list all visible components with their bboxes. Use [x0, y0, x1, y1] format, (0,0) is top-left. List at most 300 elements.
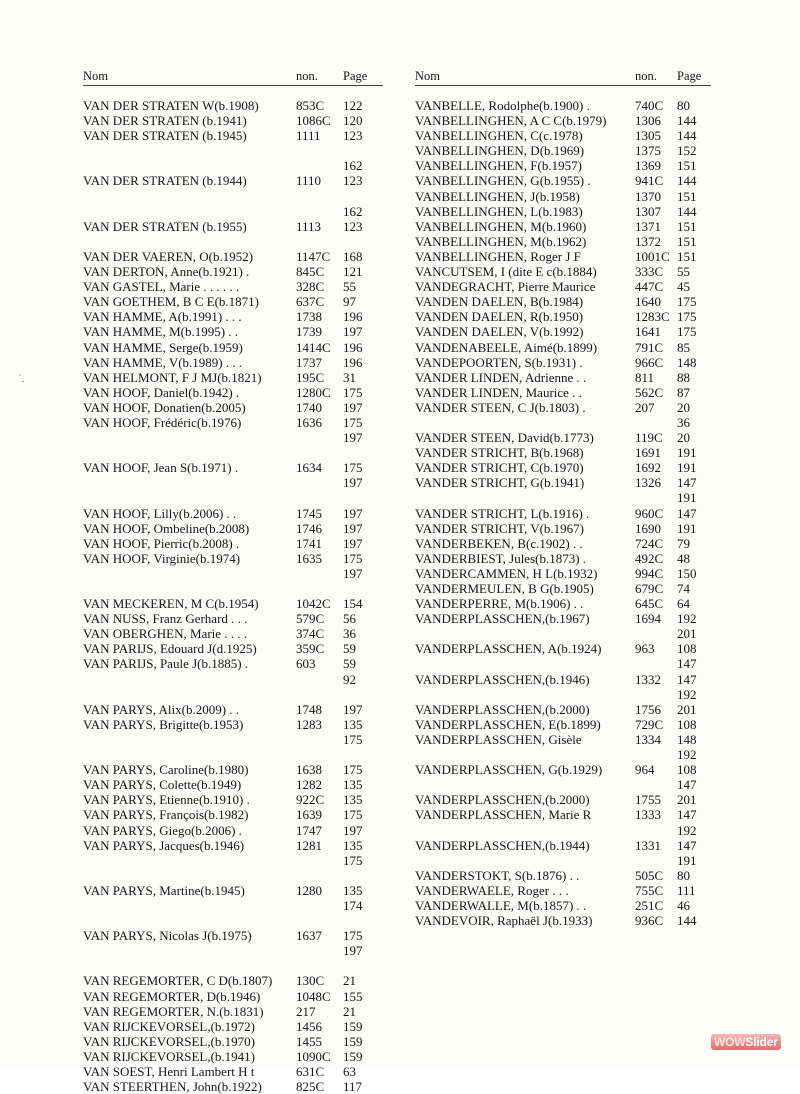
index-entry — [415, 249, 711, 264]
index-column-left — [83, 68, 383, 1094]
entry-page: 155 — [343, 988, 363, 1004]
entry-non: 1414C — [296, 339, 331, 355]
entry-name: VANDERBEKEN, B(c.1902) . . — [415, 535, 583, 551]
index-entry — [415, 294, 711, 309]
entry-non — [296, 475, 343, 490]
entry-non: 1755 — [635, 792, 661, 808]
entry-name: VANDER STRICHT, B(b.1968) — [415, 445, 584, 461]
index-entry — [415, 641, 711, 656]
entry-page: 151 — [677, 158, 697, 174]
index-entry — [415, 717, 711, 732]
entry-non: 922C — [296, 792, 325, 808]
entry-name: VAN DER STRATEN (b.1955) — [83, 218, 247, 234]
entry-non: 679C — [635, 581, 664, 596]
index-entry — [415, 823, 711, 838]
index-entry — [83, 1064, 383, 1079]
entry-non: 1694 — [635, 611, 661, 627]
entry-page: 120 — [343, 113, 363, 129]
entry-page: 191 — [677, 460, 697, 476]
entry-page: 201 — [677, 701, 697, 717]
index-entry — [415, 792, 711, 807]
index-entry — [415, 853, 711, 868]
entry-name: VANDEPOORTEN, S(b.1931) . — [415, 354, 583, 370]
entry-page: 192 — [677, 611, 697, 627]
entry-non: 1372 — [635, 233, 661, 249]
index-entry — [83, 596, 383, 611]
index-entry — [415, 581, 711, 596]
entry-page: 197 — [343, 505, 363, 521]
entry-name — [415, 747, 635, 762]
index-entry — [83, 611, 383, 626]
entry-non: 1090C — [296, 1048, 331, 1064]
entry-non: 447C — [635, 279, 664, 295]
entry-non: 966C — [635, 354, 664, 370]
entry-non: 1283 — [296, 716, 322, 732]
index-entry — [415, 732, 711, 747]
entry-name: VAN REGEMORTER, C D(b.1807) — [83, 973, 273, 989]
entry-non: 1455 — [296, 1033, 322, 1049]
entry-non: 1641 — [635, 324, 661, 340]
index-entry — [83, 460, 383, 475]
entry-non — [635, 415, 677, 430]
index-entry — [415, 264, 711, 279]
entry-non: 1740 — [296, 399, 322, 415]
entry-non: 740C — [635, 98, 664, 113]
entry-name: VANBELLINGHEN, L(b.1983) — [415, 203, 583, 219]
entry-name: VAN DER VAEREN, O(b.1952) — [83, 248, 254, 264]
index-entry — [415, 460, 711, 475]
index-entry — [83, 158, 383, 173]
entry-name: VAN RIJCKEVORSEL,(b.1941) — [83, 1048, 256, 1064]
index-entry — [415, 385, 711, 400]
entry-page: 111 — [677, 882, 696, 898]
entry-page: 46 — [677, 897, 690, 913]
header-name: Nom — [83, 69, 108, 83]
entry-non: 1283C — [635, 309, 670, 325]
entry-name: VANBELLINGHEN, C(c.1978) — [415, 128, 583, 144]
entry-name: VANDEVOIR, Raphaël J(b.1933) — [415, 913, 593, 929]
entry-name: VANDERSTOKT, S(b.1876) . . — [415, 867, 580, 883]
index-entry — [83, 294, 383, 309]
entry-page: 147 — [677, 807, 697, 823]
entry-page: 191 — [677, 490, 697, 506]
entry-name: VANBELLE, Rodolphe(b.1900) . — [415, 98, 590, 113]
entry-non: 1332 — [635, 671, 661, 687]
blank-row — [83, 747, 383, 762]
entry-non: 1738 — [296, 309, 322, 325]
entry-non: 1110 — [296, 173, 322, 189]
entry-non — [296, 853, 343, 868]
entry-name: VANDERPLASSCHEN,(b.1946) — [415, 671, 590, 687]
index-entry — [83, 430, 383, 445]
entry-name: VANDERBIEST, Jules(b.1873) . — [415, 550, 587, 566]
entry-name: VAN DERTON, Anne(b.1921) . — [83, 264, 250, 280]
entry-non: 729C — [635, 716, 664, 732]
entry-page: 197 — [343, 701, 363, 717]
entry-page: 108 — [677, 641, 697, 657]
index-rows — [415, 98, 711, 928]
entry-page: 175 — [343, 928, 363, 944]
entry-non: 1113 — [296, 218, 322, 234]
entry-page: 197 — [343, 520, 363, 536]
entry-name: VAN HAMME, V(b.1989) . . . — [83, 354, 243, 370]
entry-non: 1280C — [296, 384, 331, 400]
index-entry — [415, 762, 711, 777]
entry-non — [635, 747, 677, 762]
entry-non: 1748 — [296, 701, 322, 717]
entry-non: 637C — [296, 294, 325, 310]
index-rows — [83, 98, 383, 1094]
entry-page: 135 — [343, 777, 363, 793]
entry-non — [635, 687, 677, 702]
entry-non: 1639 — [296, 807, 322, 823]
entry-page: 175 — [343, 762, 363, 778]
entry-non: 1746 — [296, 520, 322, 536]
index-entry — [83, 355, 383, 370]
entry-page: 196 — [343, 354, 363, 370]
index-entry — [415, 340, 711, 355]
entry-page: 175 — [343, 731, 363, 747]
entry-non: 359C — [296, 641, 325, 657]
wowslider-watermark — [711, 1034, 781, 1050]
entry-name: VANBELLINGHEN, D(b.1969) — [415, 143, 585, 159]
header-name: Nom — [415, 69, 440, 83]
entry-non: 562C — [635, 384, 664, 400]
entry-name: VANDER STRICHT, V(b.1967) — [415, 520, 585, 536]
entry-page: 88 — [677, 369, 690, 385]
entry-page: 148 — [677, 731, 697, 747]
entry-name: VANDEN DAELEN, R(b.1950) — [415, 309, 584, 325]
entry-non — [296, 430, 343, 445]
entry-name — [415, 687, 635, 702]
entry-name: VAN REGEMORTER, D(b.1946) — [83, 988, 261, 1004]
entry-name: VANDERPLASSCHEN, A(b.1924) — [415, 641, 602, 657]
entry-non — [635, 626, 677, 641]
entry-page: 97 — [343, 294, 356, 310]
entry-non: 1307 — [635, 203, 661, 219]
entry-page: 123 — [343, 128, 363, 144]
entry-page: 123 — [343, 173, 363, 189]
entry-non: 130C — [296, 973, 325, 989]
entry-non — [296, 672, 343, 687]
index-entry — [83, 838, 383, 853]
entry-page: 175 — [343, 414, 363, 430]
entry-page: 175 — [677, 294, 697, 310]
index-entry — [415, 626, 711, 641]
index-entry — [415, 536, 711, 551]
entry-name: VANDER LINDEN, Maurice . . — [415, 384, 582, 400]
entry-name: VAN HOOF, Lilly(b.2006) . . — [83, 505, 237, 521]
index-entry — [415, 113, 711, 128]
entry-non: 1147C — [296, 248, 331, 264]
entry-name: VANDEN DAELEN, V(b.1992) — [415, 324, 584, 340]
entry-non: 328C — [296, 279, 325, 295]
entry-page: 80 — [677, 98, 690, 113]
entry-name: VANDERPLASSCHEN, E(b.1899) — [415, 716, 601, 732]
entry-non — [296, 732, 343, 747]
index-entry — [415, 173, 711, 188]
entry-page: 135 — [343, 716, 363, 732]
index-entry — [83, 823, 383, 838]
index-entry — [83, 672, 383, 687]
entry-non: 1042C — [296, 596, 331, 612]
entry-non — [635, 490, 677, 505]
blank-row — [83, 445, 383, 460]
entry-name — [83, 672, 296, 687]
index-entry — [415, 189, 711, 204]
index-entry — [415, 158, 711, 173]
entry-non: 1111 — [296, 128, 321, 144]
entry-non: 1692 — [635, 460, 661, 476]
entry-page: 201 — [677, 792, 697, 808]
index-entry — [415, 204, 711, 219]
entry-name: VAN PARYS, Jacques(b.1946) — [83, 837, 245, 853]
blank-row — [83, 958, 383, 973]
entry-name: VANDER STRICHT, G(b.1941) — [415, 475, 585, 491]
blank-row — [83, 868, 383, 883]
entry-non: 936C — [635, 913, 664, 929]
index-entry — [415, 807, 711, 822]
entry-name — [415, 777, 635, 792]
index-entry — [415, 324, 711, 339]
entry-name — [415, 823, 635, 838]
entry-name: VANDERWALLE, M(b.1857) . . — [415, 897, 587, 913]
entry-non: 1747 — [296, 822, 322, 838]
index-entry — [83, 989, 383, 1004]
header-page: Page — [343, 69, 368, 83]
entry-name: VANBELLINGHEN, G(b.1955) . — [415, 173, 591, 189]
entry-page: 175 — [677, 309, 697, 325]
entry-page: 55 — [677, 264, 690, 280]
index-entry — [83, 1004, 383, 1019]
index-entry — [415, 551, 711, 566]
entry-page: 168 — [343, 248, 363, 264]
entry-page: 159 — [343, 1048, 363, 1064]
entry-non: 1282 — [296, 777, 322, 793]
entry-non: 1640 — [635, 294, 661, 310]
entry-non: 603 — [296, 656, 316, 672]
entry-name — [83, 204, 296, 219]
entry-non — [635, 823, 677, 838]
blank-row — [83, 189, 383, 204]
entry-non: 1634 — [296, 460, 322, 476]
entry-page: 197 — [343, 399, 363, 415]
entry-page: 59 — [343, 656, 356, 672]
entry-page: 197 — [343, 430, 363, 446]
entry-page: 197 — [343, 822, 363, 838]
entry-non — [296, 566, 343, 581]
index-entry — [83, 1079, 383, 1094]
entry-name — [83, 158, 296, 173]
entry-page: 197 — [343, 943, 363, 959]
entry-page: 147 — [677, 656, 697, 672]
entry-page: 152 — [677, 143, 697, 159]
entry-name: VANBELLINGHEN, Roger J F — [415, 248, 581, 264]
entry-name — [415, 853, 635, 868]
entry-non: 1334 — [635, 731, 661, 747]
entry-name: VAN RIJCKEVORSEL,(b.1972) — [83, 1018, 256, 1034]
entry-name — [83, 853, 296, 868]
entry-name: VANDERPLASSCHEN,(b.2000) — [415, 701, 590, 717]
entry-page: 85 — [677, 339, 690, 355]
index-entry — [415, 913, 711, 928]
entry-name — [415, 626, 635, 641]
index-entry — [415, 219, 711, 234]
index-entry — [415, 143, 711, 158]
entry-page: 175 — [343, 550, 363, 566]
index-entry — [83, 400, 383, 415]
entry-name — [415, 415, 635, 430]
index-entry — [415, 868, 711, 883]
entry-name: VAN PARYS, Nicolas J(b.1975) — [83, 928, 252, 944]
index-entry — [415, 475, 711, 490]
index-entry — [415, 521, 711, 536]
entry-name: VANBELLINGHEN, F(b.1957) — [415, 158, 582, 174]
entry-page: 122 — [343, 98, 363, 113]
entry-name: VANDERPLASSCHEN, G(b.1929) — [415, 762, 603, 778]
index-entry — [415, 747, 711, 762]
index-entry — [415, 98, 711, 113]
entry-non: 1305 — [635, 128, 661, 144]
entry-page: 121 — [343, 264, 363, 280]
entry-name: VAN HOOF, Ombeline(b.2008) — [83, 520, 250, 536]
entry-name: VAN PARIJS, Paule J(b.1885) . — [83, 656, 249, 672]
entry-non: 1001C — [635, 248, 670, 264]
index-entry — [415, 687, 711, 702]
entry-name: VANDERMEULEN, B G(b.1905) — [415, 581, 594, 596]
entry-name: VANDENABEELE, Aimé(b.1899) — [415, 339, 598, 355]
column-header — [415, 68, 711, 86]
entry-non: 217 — [296, 1003, 316, 1019]
entry-page: 196 — [343, 339, 363, 355]
entry-page: 175 — [677, 324, 697, 340]
entry-page: 154 — [343, 596, 363, 612]
entry-non: 1326 — [635, 475, 661, 491]
entry-non: 1048C — [296, 988, 331, 1004]
entry-name: VAN OBERGHEN, Marie . . . . — [83, 626, 248, 642]
entry-name — [415, 490, 635, 505]
entry-name: VAN MECKEREN, M C(b.1954) — [83, 596, 259, 612]
entry-name: VAN STEERTHEN, John(b.1922) — [83, 1079, 262, 1094]
entry-page: 144 — [677, 128, 697, 144]
entry-page: 20 — [677, 399, 690, 415]
entry-name: VAN PARYS, Martine(b.1945) — [83, 882, 245, 898]
entry-name: VANDER STRICHT, L(b.1916) . — [415, 505, 590, 521]
entry-non: 207 — [635, 399, 655, 415]
index-entry — [83, 551, 383, 566]
index-entry — [415, 898, 711, 913]
entry-non: 791C — [635, 339, 664, 355]
index-entry — [415, 309, 711, 324]
entry-name: VAN PARYS, Caroline(b.1980) — [83, 762, 249, 778]
index-entry — [83, 717, 383, 732]
watermark-part1: WOW — [714, 1035, 746, 1049]
index-entry — [83, 853, 383, 868]
entry-page: 147 — [677, 475, 697, 491]
entry-page: 36 — [343, 626, 356, 642]
entry-name: VAN HAMME, Serge(b.1959) — [83, 339, 243, 355]
entry-page: 147 — [677, 505, 697, 521]
entry-non — [296, 204, 343, 219]
entry-name: VAN HOOF, Pierric(b.2008) . — [83, 535, 240, 551]
entry-name: VANDEGRACHT, Pierre Maurice — [415, 279, 596, 295]
entry-name: VAN HOOF, Frédéric(b.1976) — [83, 414, 242, 430]
index-entry — [83, 777, 383, 792]
entry-name: VANDERPLASSCHEN, Gisèle — [415, 731, 582, 747]
index-entry — [83, 249, 383, 264]
index-entry — [83, 324, 383, 339]
index-entry — [83, 943, 383, 958]
entry-non — [296, 943, 343, 958]
index-entry — [83, 113, 383, 128]
entry-name: VANBELLINGHEN, M(b.1962) — [415, 233, 587, 249]
entry-non: 1741 — [296, 535, 322, 551]
entry-page: 197 — [343, 565, 363, 581]
entry-name: VANDER STRICHT, C(b.1970) — [415, 460, 584, 476]
entry-non — [635, 656, 677, 671]
entry-page: 79 — [677, 535, 690, 551]
entry-name: VAN SOEST, Henri Lambert H t — [83, 1064, 255, 1079]
entry-page: 162 — [343, 158, 363, 174]
entry-non: 755C — [635, 882, 664, 898]
blank-row — [83, 581, 383, 596]
index-entry — [83, 641, 383, 656]
index-entry — [83, 1049, 383, 1064]
entry-non: 1638 — [296, 762, 322, 778]
entry-name: VANDEN DAELEN, B(b.1984) — [415, 294, 584, 310]
index-entry — [83, 279, 383, 294]
entry-non: 994C — [635, 565, 664, 581]
index-entry — [83, 506, 383, 521]
entry-page: 108 — [677, 762, 697, 778]
entry-non: 1306 — [635, 113, 661, 129]
index-entry — [83, 1034, 383, 1049]
entry-non: 1280 — [296, 882, 322, 898]
entry-name: VANDER STEEN, David(b.1773) — [415, 430, 594, 446]
entry-page: 144 — [677, 113, 697, 129]
index-entry — [415, 777, 711, 792]
entry-non: 1333 — [635, 807, 661, 823]
entry-page: 63 — [343, 1064, 356, 1079]
entry-non: 1635 — [296, 550, 322, 566]
entry-name: VAN HOOF, Donatien(b.2005) — [83, 399, 246, 415]
entry-non: 825C — [296, 1079, 325, 1094]
entry-page: 197 — [343, 475, 363, 491]
blank-row — [83, 913, 383, 928]
entry-non: 964 — [635, 762, 655, 778]
entry-name: VAN HOOF, Jean S(b.1971) . — [83, 460, 239, 476]
entry-non: 724C — [635, 535, 664, 551]
entry-name: VANCUTSEM, I (dite E c(b.1884) — [415, 264, 597, 280]
index-entry — [83, 762, 383, 777]
entry-name: VANDERPLASSCHEN,(b.1967) — [415, 611, 590, 627]
index-entry — [415, 596, 711, 611]
index-entry — [83, 98, 383, 113]
entry-page: 150 — [677, 565, 697, 581]
entry-page: 48 — [677, 550, 690, 566]
entry-name: VAN PARYS, Colette(b.1949) — [83, 777, 242, 793]
entry-name: VAN HELMONT, F J MJ(b.1821) — [83, 369, 262, 385]
watermark-part2: Slider — [745, 1035, 778, 1049]
entry-name — [415, 656, 635, 671]
entry-page: 175 — [343, 807, 363, 823]
entry-non: 1637 — [296, 928, 322, 944]
index-entry — [83, 536, 383, 551]
index-entry — [83, 219, 383, 234]
entry-name: VANDERPLASSCHEN,(b.1944) — [415, 837, 590, 853]
entry-name: VAN RIJCKEVORSEL,(b.1970) — [83, 1033, 256, 1049]
entry-page: 87 — [677, 384, 690, 400]
